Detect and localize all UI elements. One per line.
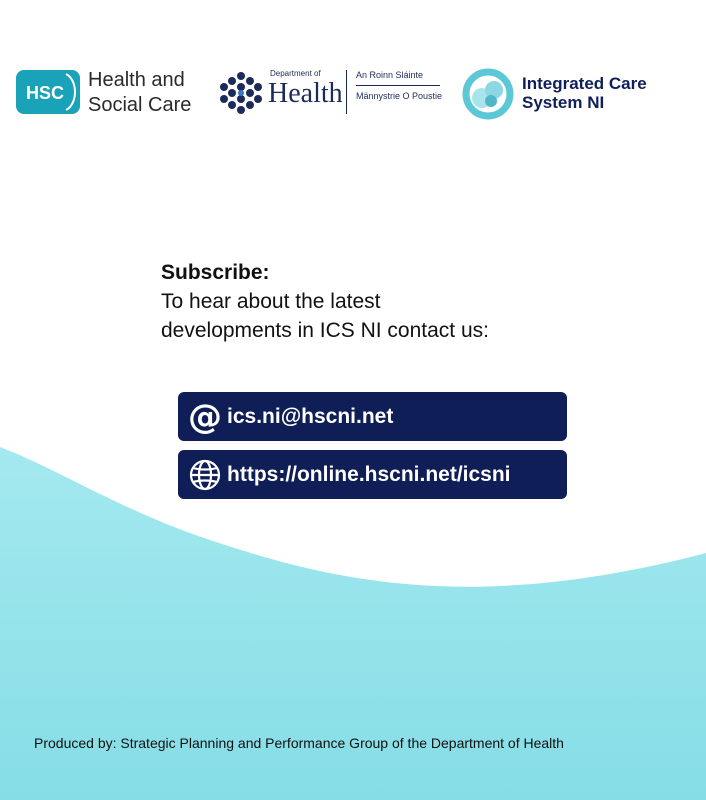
globe-icon xyxy=(187,457,223,493)
doh-irish-name: An Roinn Sláinte xyxy=(356,70,440,86)
hsc-line-1: Health and xyxy=(88,69,185,91)
ics-logo-icon xyxy=(462,68,514,120)
doh-scots-name: Männystrie O Poustie xyxy=(356,91,443,101)
subscribe-section xyxy=(161,258,581,345)
subscribe-line-1: To hear about the latest xyxy=(161,290,381,313)
subscribe-line-2: developments in ICS NI contact us: xyxy=(161,319,489,342)
logo-bar xyxy=(0,60,706,130)
ics-wordmark xyxy=(522,74,647,112)
website-url[interactable]: https://online.hscni.net/icsni xyxy=(227,462,511,486)
footer-credit: Produced by: Strategic Planning and Performance Group of the Department of Health xyxy=(34,735,564,751)
email-address[interactable]: ics.ni@hscni.net xyxy=(227,404,394,428)
hsc-badge-text: HSC xyxy=(25,83,65,103)
subscribe-heading: Subscribe: xyxy=(161,261,270,284)
doh-hexagon-icon xyxy=(218,70,264,116)
hsc-logo-icon xyxy=(16,70,80,114)
ics-line-1: Integrated Care xyxy=(522,74,647,93)
doh-divider xyxy=(346,70,347,114)
ics-line-2: System NI xyxy=(522,93,605,112)
website-contact-box[interactable] xyxy=(178,450,567,499)
doh-health: Health xyxy=(268,78,343,109)
doh-department-of: Department of xyxy=(270,69,321,78)
email-contact-box[interactable] xyxy=(178,392,567,441)
hsc-wordmark xyxy=(88,68,191,118)
at-icon: @ xyxy=(188,396,222,437)
hsc-line-2: Social Care xyxy=(88,94,192,116)
